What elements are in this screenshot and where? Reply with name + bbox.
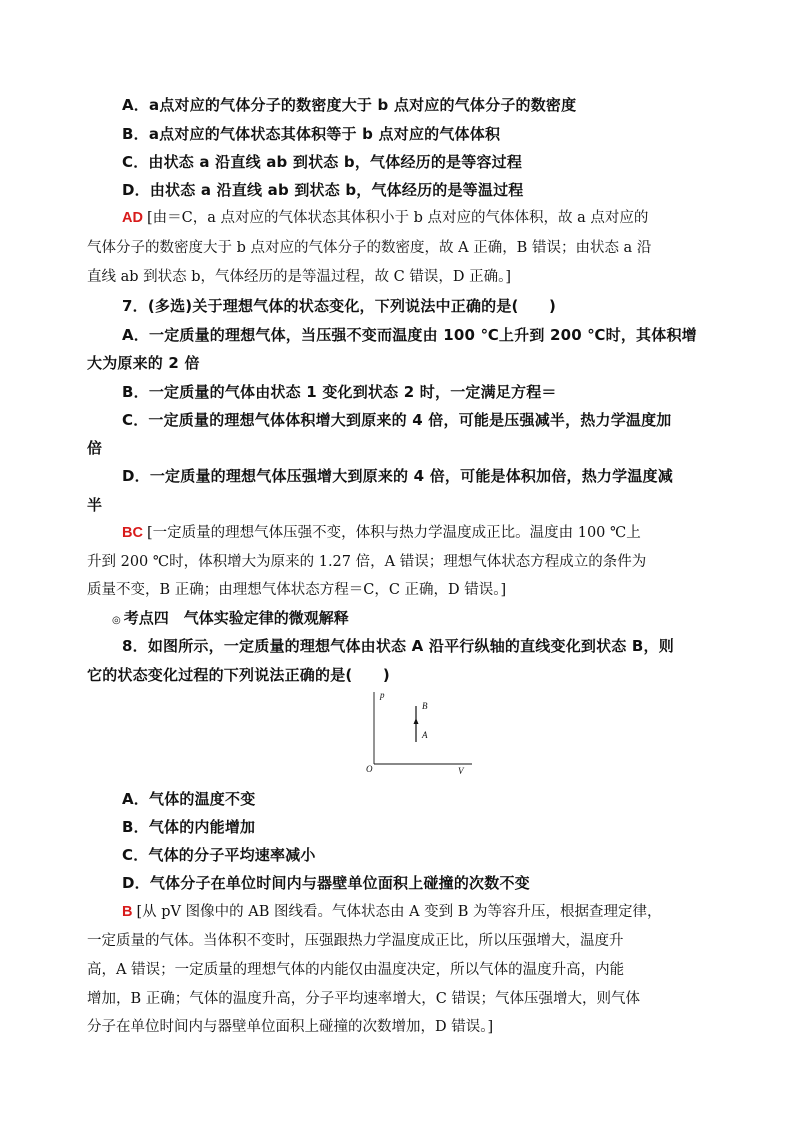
section-header bbox=[112, 608, 349, 631]
v-axis-label: V bbox=[458, 766, 464, 776]
q8-option-d: D．气体分子在单位时间内与器壁单位面积上碰撞的次数不变 bbox=[122, 874, 530, 892]
q8-stem: 8．如图所示，一定质量的理想气体由状态 A 沿平行纵轴的直线变化到状态 B，则 bbox=[122, 637, 674, 655]
q6-answer-line: 直线 ab 到状态 b，气体经历的是等温过程，故 C 错误，D 正确。] bbox=[87, 269, 511, 285]
q7-option-b: B．一定质量的气体由状态 1 变化到状态 2 时，一定满足方程＝ bbox=[122, 383, 557, 401]
q8-answer-key: B bbox=[122, 904, 133, 920]
q7-stem: 7．(多选)关于理想气体的状态变化，下列说法中正确的是( ) bbox=[122, 297, 557, 315]
q7-option-a: A．一定质量的理想气体，当压强不变而温度由 100 ℃上升到 200 ℃时，其体积增 bbox=[122, 326, 697, 344]
q8-answer-text: [从 pV 图像中的 AB 图线看。气体状态由 A 变到 B 为等容升压，根据查理定律， bbox=[136, 904, 662, 920]
q7-answer-text: [一定质量的理想气体压强不变，体积与热力学温度成正比。温度由 100 ℃上 bbox=[146, 525, 641, 541]
section-mark: ◎ bbox=[112, 615, 121, 626]
q8-option-c: C．气体的分子平均速率减小 bbox=[122, 846, 316, 864]
q7-answer-line bbox=[122, 523, 641, 543]
q6-answer-line bbox=[122, 208, 648, 228]
q6-option-b: B．a点对应的气体状态其体积等于 b 点对应的气体体积 bbox=[122, 125, 501, 143]
q6-option-d: D．由状态 a 沿直线 ab 到状态 b，气体经历的是等温过程 bbox=[122, 181, 524, 199]
q8-option-a: A．气体的温度不变 bbox=[122, 790, 256, 808]
q8-answer-line: 一定质量的气体。当体积不变时，压强跟热力学温度成正比，所以压强增大，温度升 bbox=[87, 933, 624, 949]
point-a-label: A bbox=[422, 730, 428, 740]
p-axis-label: p bbox=[380, 690, 385, 700]
q6-answer-key: AD bbox=[122, 210, 143, 226]
q7-option-d: D．一定质量的理想气体压强增大到原来的 4 倍，可能是体积加倍，热力学温度减 bbox=[122, 467, 673, 485]
q7-option-a-cont: 大为原来的 2 倍 bbox=[87, 354, 200, 372]
q6-answer-line: 气体分子的数密度大于 b 点对应的气体分子的数密度，故 A 正确，B 错误；由状态 a 沿 bbox=[87, 240, 652, 256]
ab-arrow-icon bbox=[414, 718, 419, 724]
pv-graph bbox=[360, 686, 480, 778]
q8-answer-line: 增加，B 正确；气体的温度升高，分子平均速率增大，C 错误；气体压强增大，则气体 bbox=[87, 991, 640, 1007]
q6-option-c: C．由状态 a 沿直线 ab 到状态 b，气体经历的是等容过程 bbox=[122, 153, 523, 171]
q7-option-d-cont: 半 bbox=[87, 496, 103, 514]
q8-stem-cont: 它的状态变化过程的下列说法正确的是( ) bbox=[87, 666, 390, 684]
q6-answer-text: [由＝C，a 点对应的气体状态其体积小于 b 点对应的气体体积，故 a 点对应的 bbox=[146, 210, 649, 226]
q7-option-c-cont: 倍 bbox=[87, 439, 103, 457]
q8-answer-line: 分子在单位时间内与器壁单位面积上碰撞的次数增加，D 错误。] bbox=[87, 1019, 494, 1035]
origin-label: O bbox=[366, 764, 373, 774]
q7-option-c: C．一定质量的理想气体体积增大到原来的 4 倍，可能是压强减半，热力学温度加 bbox=[122, 411, 672, 429]
q8-answer-line bbox=[122, 902, 662, 922]
q7-answer-line: 质量不变，B 正确；由理想气体状态方程＝C，C 正确，D 错误。] bbox=[87, 582, 507, 598]
q7-answer-line: 升到 200 ℃时，体积增大为原来的 1.27 倍，A 错误；理想气体状态方程成立的条件为 bbox=[87, 554, 647, 570]
q6-option-a: A．a点对应的气体分子的数密度大于 b 点对应的气体分子的数密度 bbox=[122, 96, 577, 114]
q7-answer-key: BC bbox=[122, 525, 143, 541]
q8-option-b: B．气体的内能增加 bbox=[122, 818, 256, 836]
section-title: 考点四 气体实验定律的微观解释 bbox=[123, 609, 349, 627]
point-b-label: B bbox=[422, 701, 428, 711]
q8-answer-line: 高，A 错误；一定质量的理想气体的内能仅由温度决定，所以气体的温度升高，内能 bbox=[87, 962, 625, 978]
